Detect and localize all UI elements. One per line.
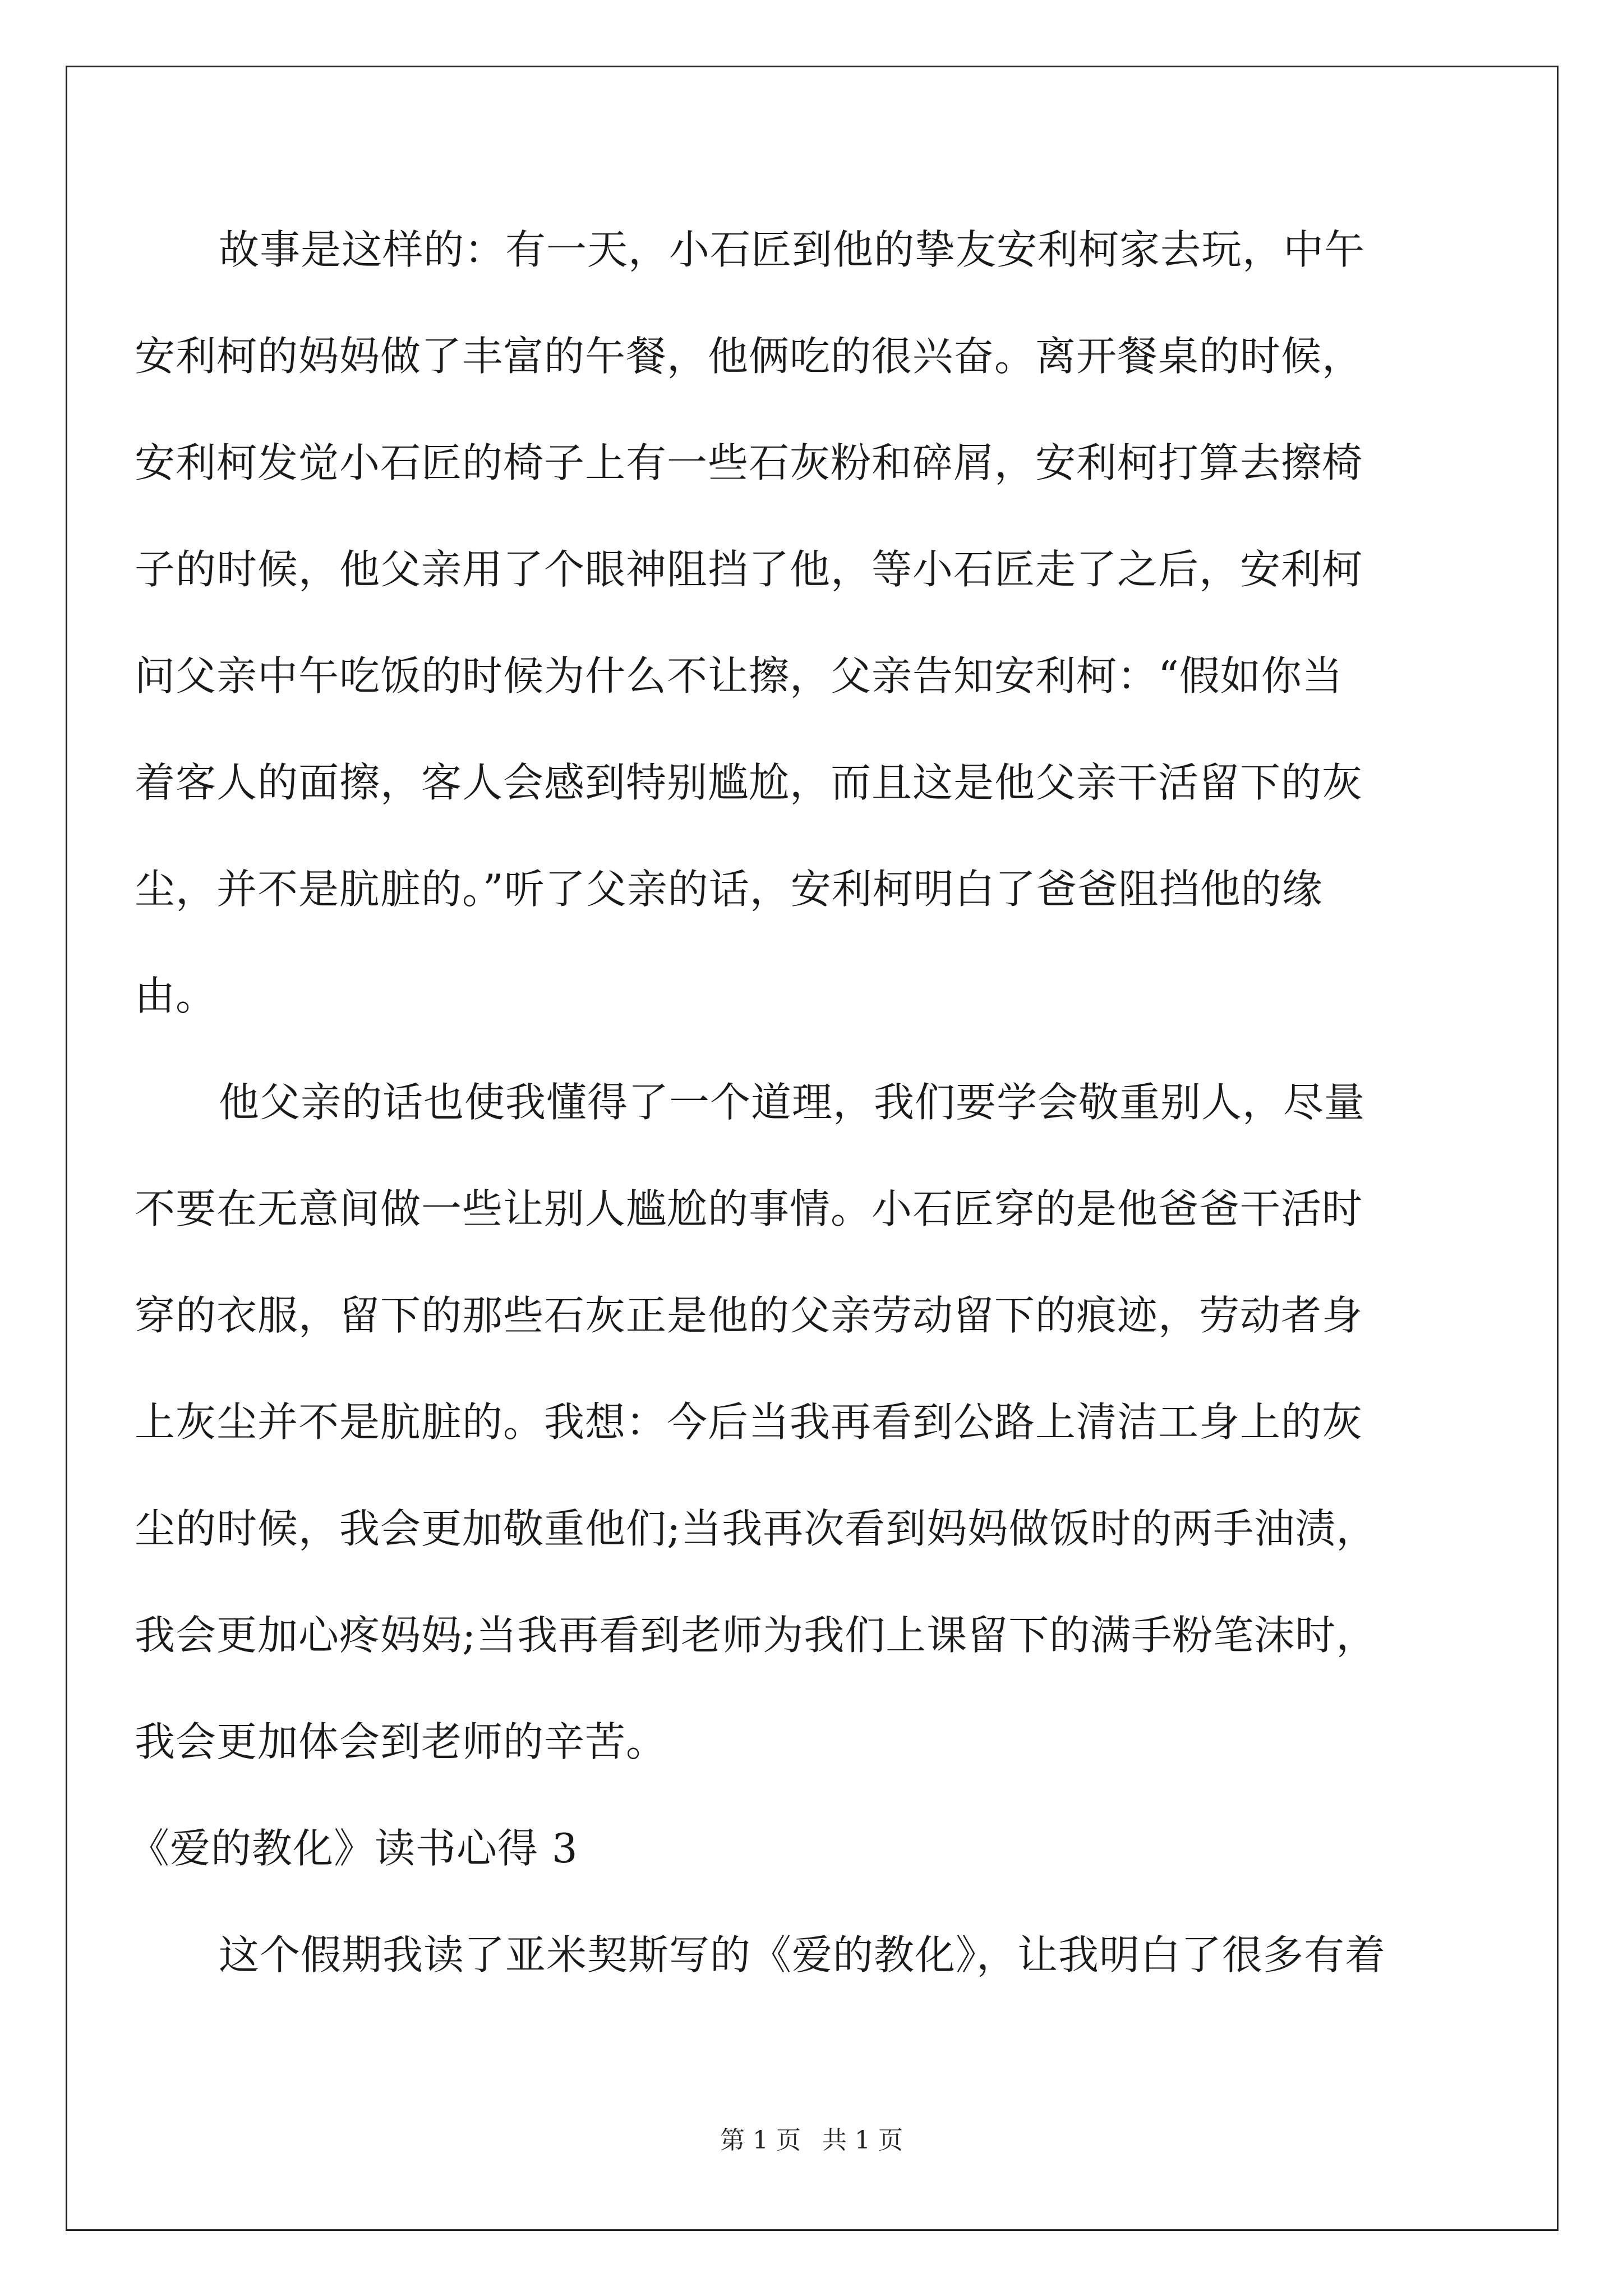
paragraph-1-line-5: 问父亲中午吃饭的时候为什么不让擦，父亲告知安利柯：“假如你当	[135, 652, 1343, 700]
paragraph-1-line-2: 安利柯的妈妈做了丰富的午餐，他俩吃的很兴奋。离开餐桌的时候，	[135, 333, 1363, 380]
paragraph-2-line-4: 上灰尘并不是肮脏的。我想：今后当我再看到公路上清洁工身上的灰	[135, 1398, 1363, 1446]
section-title: 《爱的教化》读书心得 3	[129, 1825, 578, 1872]
paragraph-1-line-8: 由。	[135, 972, 217, 1019]
paragraph-1-line-1: 故事是这样的：有一天，小石匠到他的挚友安利柯家去玩，中午	[219, 226, 1366, 273]
paragraph-2-line-6: 我会更加心疼妈妈;当我再看到老师为我们上课留下的满手粉笔沫时，	[135, 1612, 1377, 1659]
page-total: 共 1 页	[822, 2126, 903, 2155]
page-footer	[0, 2125, 1623, 2156]
paragraph-2-line-3: 穿的衣服，留下的那些石灰正是他的父亲劳动留下的痕迹，劳动者身	[135, 1292, 1363, 1339]
paragraph-2-line-7: 我会更加体会到老师的辛苦。	[135, 1718, 667, 1765]
page-number: 第 1 页	[720, 2126, 801, 2155]
paragraph-2-line-2: 不要在无意间做一些让别人尴尬的事情。小石匠穿的是他爸爸干活时	[135, 1185, 1363, 1232]
paragraph-2-line-5: 尘的时候，我会更加敬重他们;当我再次看到妈妈做饭时的两手油渍，	[135, 1505, 1377, 1552]
paragraph-1-line-7: 尘，并不是肮脏的。”听了父亲的话，安利柯明白了爸爸阻挡他的缘	[135, 866, 1323, 913]
paragraph-2-line-1: 他父亲的话也使我懂得了一个道理，我们要学会敬重别人，尽量	[219, 1079, 1366, 1126]
paragraph-3-line-1: 这个假期我读了亚米契斯写的《爱的教化》，让我明白了很多有着	[219, 1931, 1386, 1978]
page-border	[66, 66, 1559, 2231]
paragraph-1-line-4: 子的时候，他父亲用了个眼神阻挡了他，等小石匠走了之后，安利柯	[135, 546, 1363, 593]
paragraph-1-line-6: 着客人的面擦，客人会感到特别尴尬，而且这是他父亲干活留下的灰	[135, 759, 1363, 806]
paragraph-1-line-3: 安利柯发觉小石匠的椅子上有一些石灰粉和碎屑，安利柯打算去擦椅	[135, 439, 1363, 486]
